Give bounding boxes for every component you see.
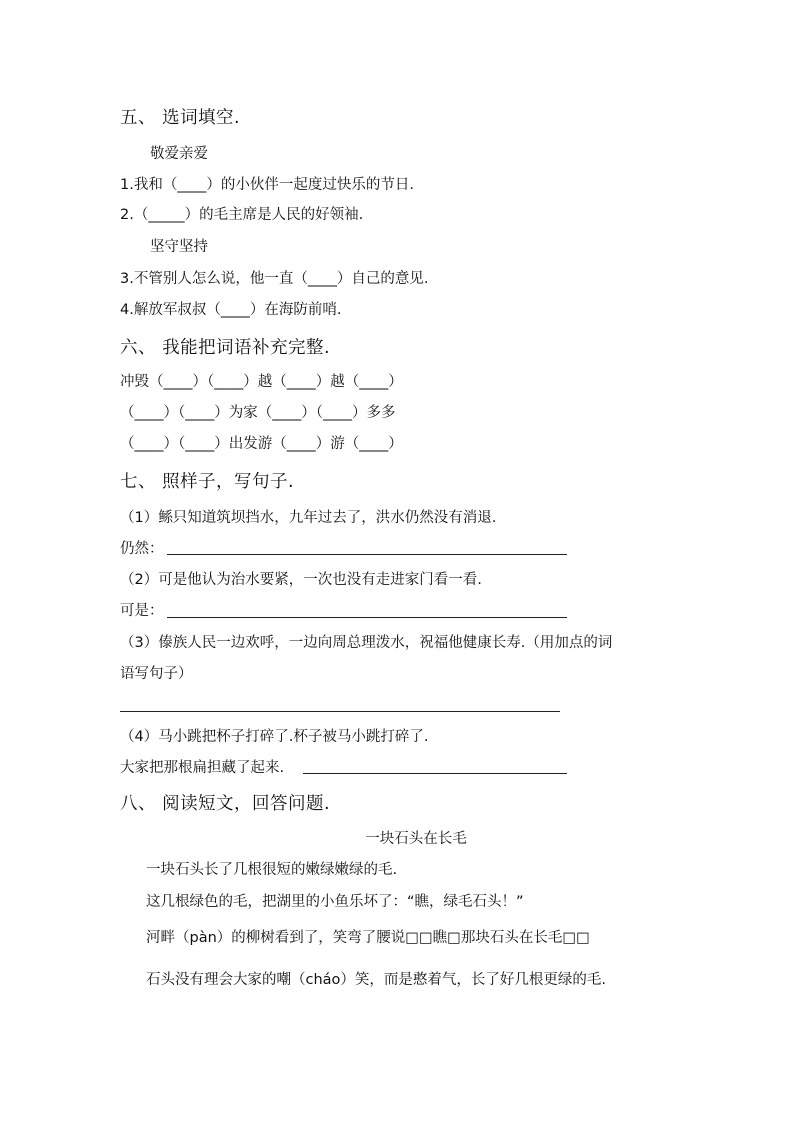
question-3: 3.不管别人怎么说，他一直（____）自己的意见. xyxy=(120,271,429,287)
answer-line-1[interactable] xyxy=(167,554,567,555)
idiom-row-1: 冲毁（____）（____）越（____）越（____） xyxy=(120,374,403,390)
question-4: 4.解放军叔叔（____）在海防前哨. xyxy=(120,302,342,318)
idiom-row-3: （____）（____）出发游（____）游（____） xyxy=(120,436,403,452)
passage-paragraph-2: 这几根绿色的毛，把湖里的小鱼乐坏了：“瞧，绿毛石头！” xyxy=(146,894,524,910)
section5-heading: 五、 选词填空. xyxy=(120,108,241,128)
section6-heading: 六、 我能把词语补充完整. xyxy=(120,338,331,358)
example-1-prompt: 仍然： xyxy=(120,541,164,557)
passage-paragraph-1: 一块石头长了几根很短的嫩绿嫩绿的毛. xyxy=(146,862,398,878)
idiom-row-2: （____）（____）为家（____）（____）多多 xyxy=(120,405,396,421)
word-choices-2: 坚守坚持 xyxy=(150,239,208,255)
example-1: （1）鲧只知道筑坝挡水，九年过去了，洪水仍然没有消退. xyxy=(120,510,497,526)
word-choices-1: 敬爱亲爱 xyxy=(150,146,208,162)
answer-line-4[interactable] xyxy=(303,773,567,774)
question-1: 1.我和（____）的小伙伴一起度过快乐的节日. xyxy=(120,177,414,193)
example-2: （2）可是他认为治水要紧，一次也没有走进家门看一看. xyxy=(120,572,482,588)
example-4-prompt: 大家把那根扁担藏了起来. xyxy=(120,760,285,776)
example-3-line1: （3）傣族人民一边欢呼，一边向周总理泼水，祝福他健康长寿.（用加点的词 xyxy=(120,635,613,651)
section7-heading: 七、 照样子，写句子. xyxy=(120,472,295,492)
example-3-line2: 语写句子） xyxy=(120,666,193,682)
passage-paragraph-3: 河畔（pàn）的柳树看到了，笑弯了腰说□□瞧□那块石头在长毛□□ xyxy=(146,930,590,946)
answer-line-2[interactable] xyxy=(167,617,567,618)
answer-line-3[interactable] xyxy=(120,711,560,712)
passage-title: 一块石头在长毛 xyxy=(365,831,467,847)
section8-heading: 八、 阅读短文，回答问题. xyxy=(120,794,331,814)
question-2: 2.（_____）的毛主席是人民的好领袖. xyxy=(120,207,364,223)
passage-paragraph-4: 石头没有理会大家的嘲（cháo）笑，而是憨着气，长了好几根更绿的毛. xyxy=(146,972,607,988)
example-4: （4）马小跳把杯子打碎了.杯子被马小跳打碎了. xyxy=(120,729,429,745)
example-2-prompt: 可是： xyxy=(120,603,164,619)
